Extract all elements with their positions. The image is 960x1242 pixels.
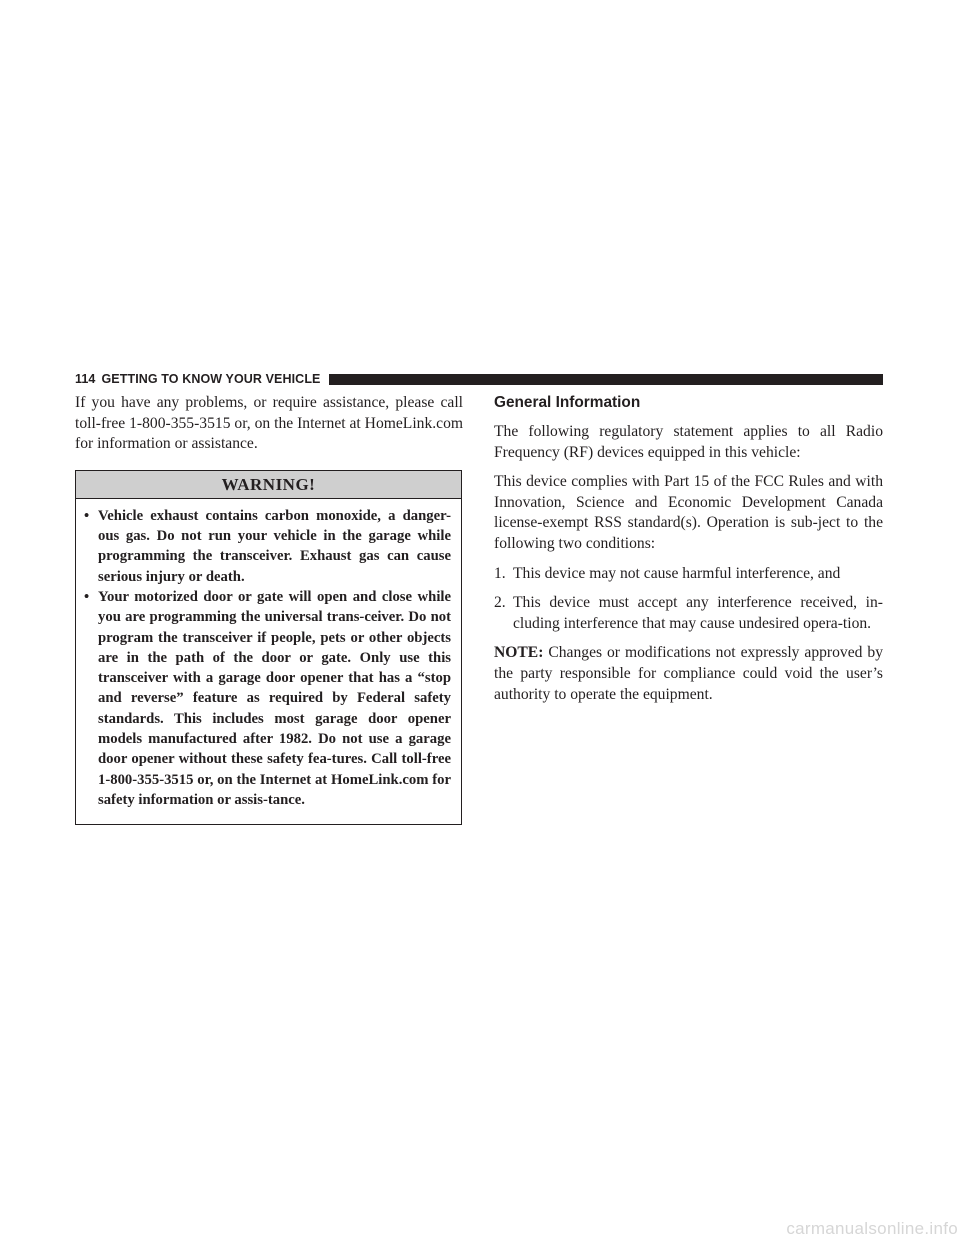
- condition-item: [494, 564, 883, 585]
- condition-number: 2.: [494, 594, 506, 612]
- note-text: Changes or modifications not expressly approved by the party responsible for compliance could void the user’s authority to operate the equipment.: [494, 644, 883, 703]
- section-heading: General Information: [494, 394, 641, 411]
- warning-box: [75, 470, 462, 825]
- section-title: GETTING TO KNOW YOUR VEHICLE: [101, 372, 321, 386]
- note-paragraph: [494, 643, 883, 705]
- fcc-compliance-paragraph: This device complies with Part 15 of the FCC Rules and with Innovation, Science and Economic Development Canada license-exempt RSS standard(s). Operation is sub-ject to the following two conditions:: [494, 473, 883, 552]
- regulatory-statement-paragraph: The following regulatory statement applies to all Radio Frequency (RF) devices equipped in this vehicle:: [494, 423, 883, 461]
- bullet-icon: •: [84, 588, 90, 605]
- homelink-assistance-paragraph: If you have any problems, or require assistance, please call toll-free 1-800-355-3515 or, on the Internet at HomeLink.com for information or assistance.: [75, 394, 463, 453]
- conditions-list: [494, 564, 883, 635]
- right-column: [494, 393, 883, 714]
- page-number: 114: [75, 372, 96, 386]
- condition-number: 1.: [494, 564, 506, 582]
- warning-item: [84, 506, 451, 587]
- page-header: [75, 371, 883, 387]
- warning-list: [76, 499, 461, 824]
- warning-item-text: Vehicle exhaust contains carbon monoxide, a danger-ous gas. Do not run your vehicle in the garage while programming the transceiver. Exhaust gas can cause serious injury or death.: [98, 507, 451, 585]
- condition-item: [494, 593, 883, 634]
- condition-text: This device must accept any interference received, in-cluding interference that may cause undesired opera-tion.: [513, 594, 883, 632]
- condition-text: This device may not cause harmful interference, and: [513, 564, 841, 582]
- note-label: NOTE:: [494, 644, 544, 662]
- watermark: carmanualsonline.info: [786, 1219, 958, 1238]
- warning-item-text: Your motorized door or gate will open and close while you are programming the universal trans-ceiver. Do not program the transceiver if people, pets or other objects are in the path of the door or gate. Only use this transceiver with a garage door opener that has a “stop and reverse” feature as required by Federal safety standards. This includes most garage door opener models manufactured after 1982. Do not use a garage door opener without these safety fea-tures. Call toll-free 1-800-355-3515 or, on the Internet at HomeLink.com for safety information or assis-tance.: [98, 588, 451, 808]
- warning-item: [84, 587, 451, 810]
- warning-title: WARNING!: [76, 471, 461, 499]
- left-column: [75, 393, 463, 825]
- bullet-icon: •: [84, 507, 90, 524]
- header-rule: [329, 374, 884, 385]
